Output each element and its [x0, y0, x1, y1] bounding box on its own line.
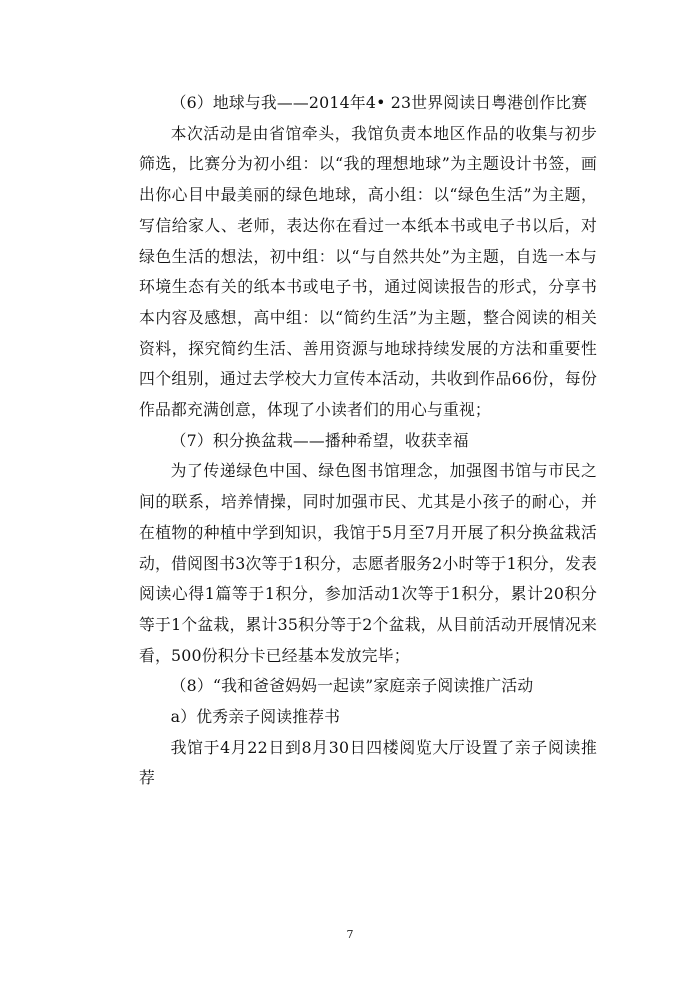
section-heading-8: （8）“我和爸爸妈妈一起读”家庭亲子阅读推广活动: [170, 676, 534, 696]
page-number: 7: [346, 928, 354, 941]
paragraph-points-for-plants: 为了传递绿色中国、绿色图书馆理念，加强图书馆与市民之间的联系，培养情操，同时加强市民、尤其是小孩子的耐心，并在植物的种植中学到知识，我馆于5月至7月开展了积分换盆栽活动，借阅图书3次等于1积分，志愿者服务2小时等于1积分，发表阅读心得1篇等于1积分，参加活动1次等于1积分，累计20积分等于1个盆栽，累计35积分等于2个盆栽，从目前活动开展情况来看，500份积分卡已经基本发放完毕；: [139, 461, 597, 665]
section-heading-7: （7）积分换盆栽——播种希望，收获幸福: [170, 430, 469, 450]
page-content: [139, 88, 597, 794]
subsection-heading-a: a）优秀亲子阅读推荐书: [170, 707, 341, 727]
paragraph-earth-and-me: 本次活动是由省馆牵头，我馆负责本地区作品的收集与初步筛选，比赛分为初小组：以“我的理想地球”为主题设计书签，画出你心目中最美丽的绿色地球，高小组：以“绿色生活”为主题，写信给家人、老师，表达你在看过一本纸本书或电子书以后，对绿色生活的想法，初中组：以“与自然共处”为主题，自选一本与环境生态有关的纸本书或电子书，通过阅读报告的形式，分享书本内容及感想，高中组：以“简约生活”为主题，整合阅读的相关资料，探究简约生活、善用资源与地球持续发展的方法和重要性四个组别，通过去学校大力宣传本活动，共收到作品66份，每份作品都充满创意，体现了小读者们的用心与重视；: [139, 123, 597, 420]
paragraph-recommended-books: 我馆于4月22日到8月30日四楼阅览大厅设置了亲子阅读推荐: [139, 737, 597, 788]
section-heading-6: （6）地球与我——2014年4• 23世界阅读日粤港创作比赛: [170, 93, 588, 112]
